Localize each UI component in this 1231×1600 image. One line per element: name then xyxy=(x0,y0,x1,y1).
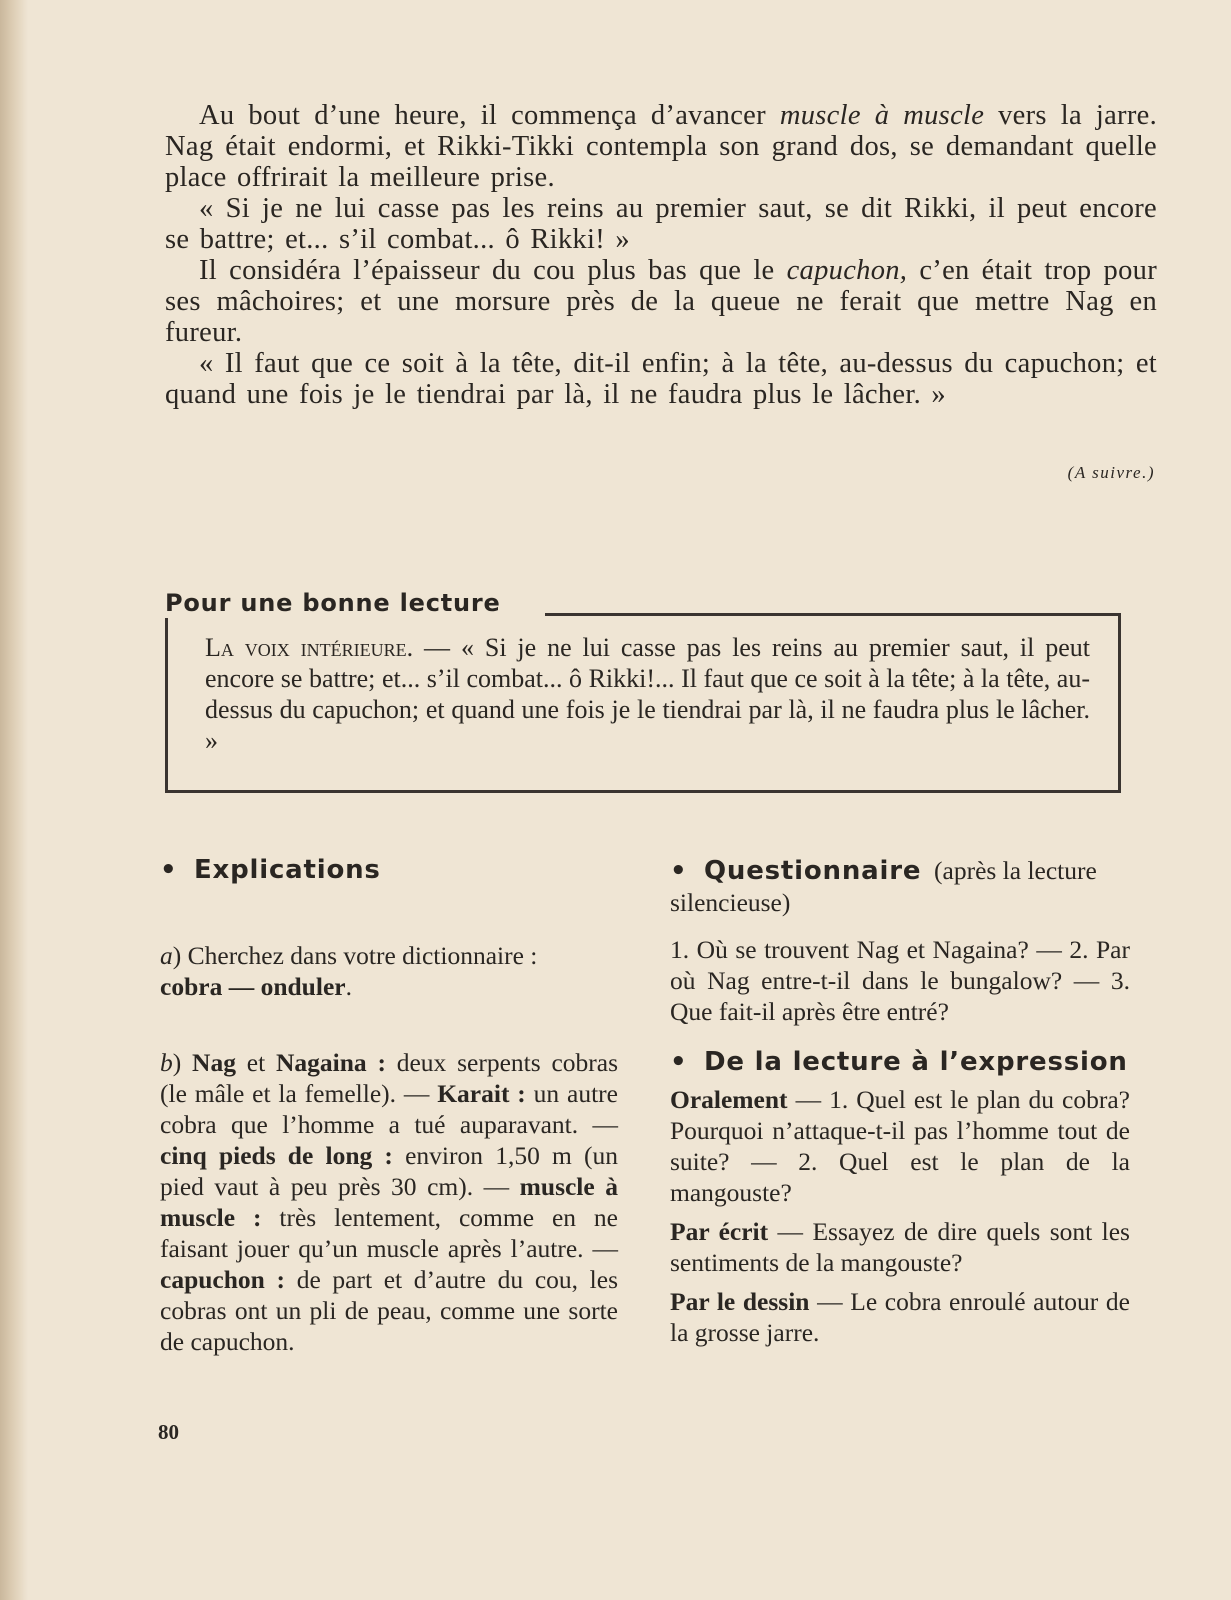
story-text-run: vers la jarre. Nag était endormi, et Rikki-Tikki contempla son grand dos, se demandant quelle place offrirait la meilleure prise. xyxy=(165,100,1158,193)
bullet-icon: • xyxy=(160,855,178,885)
term: Nag xyxy=(192,1048,236,1077)
explication-text: ) Cherchez dans votre dictionnaire : xyxy=(172,941,538,970)
bullet-icon: • xyxy=(670,856,688,886)
story-paragraph: « Il faut que ce soit à la tête, dit-il enfin; à la tête, au-dessus du capuchon; et quand une fois je le tiendrai par là, il ne faudra plus le lâcher. » xyxy=(165,348,1157,410)
term: Nagaina : xyxy=(275,1048,386,1077)
story-text xyxy=(165,100,1157,410)
term: capuchon : xyxy=(160,1265,286,1294)
story-italic-run: capuchon, xyxy=(786,255,908,286)
story-text-run: Il considéra l’épaisseur du cou plus bas que le xyxy=(199,255,787,286)
exercise-text: — 1. Quel est le plan du cobra? Pourquoi n’attaque-t-il pas l’homme tout de suite? — 2. Quel est le plan de la mangouste? xyxy=(670,1085,1130,1207)
reading-box-text xyxy=(205,632,1090,756)
exercise-label: Par écrit xyxy=(670,1217,769,1246)
story-paragraph xyxy=(165,100,1157,193)
exercise-label: Par le dessin xyxy=(670,1287,810,1316)
exercise-text: — Essayez de dire quels sont les sentiments de la mangouste? xyxy=(670,1217,1130,1277)
vocabulary-words: cobra — onduler xyxy=(160,972,346,1001)
story-text-run: c’en était trop pour ses mâchoires; et une morsure près de la queue ne ferait que mettre Nag en fureur. xyxy=(165,255,1157,348)
questions-column xyxy=(670,855,1130,1348)
definition: deux serpents cobras (le mâle et la femelle). — xyxy=(160,1048,618,1108)
exercise-text: — Le cobra enroulé autour de la grosse jarre. xyxy=(670,1287,1131,1347)
item-letter: a xyxy=(160,941,173,970)
explication-b xyxy=(160,1047,618,1357)
story-text-run: Au bout d’une heure, il commença d’avancer xyxy=(199,100,780,131)
bullet-icon: • xyxy=(670,1047,688,1077)
explication-text: et xyxy=(235,1048,276,1077)
explications-column xyxy=(160,855,618,1357)
page-binding-edge xyxy=(0,0,28,1600)
questionnaire-heading xyxy=(670,855,1130,918)
item-letter: b xyxy=(160,1048,173,1077)
definition: très lentement, comme en ne faisant jouer qu’un muscle après l’autre. — xyxy=(160,1203,618,1263)
inner-voice-quote: — « Si je ne lui casse pas les reins au premier saut, il peut encore se battre; et... s’il combat... ô Rikki!... Il faut que ce soit à la tête; à la tête, au-dessus du capuchon; et quand une fois je le tiendrai par là, il ne faudra plus le lâcher. » xyxy=(205,633,1090,755)
questionnaire-subtitle: (après la lecture silencieuse) xyxy=(670,856,1097,917)
reading-section-title: Pour une bonne lecture xyxy=(165,589,511,617)
questionnaire-heading-text: Questionnaire xyxy=(704,856,922,886)
definition: un autre cobra que l’homme a tué auparavant. — xyxy=(160,1079,618,1139)
page-number: 80 xyxy=(158,1420,179,1444)
term: muscle à muscle : xyxy=(160,1172,618,1232)
term: Karait : xyxy=(437,1079,526,1108)
story-paragraph xyxy=(165,255,1157,348)
definition: environ 1,50 m (un pied vaut à peu près 30 cm). — xyxy=(160,1141,618,1201)
exercise-label: Oralement xyxy=(670,1085,788,1114)
explications-heading xyxy=(160,855,618,886)
story-paragraph: « Si je ne lui casse pas les reins au premier saut, se dit Rikki, il peut encore se battre; et... s’il combat... ô Rikki! » xyxy=(165,193,1157,255)
term: cinq pieds de long : xyxy=(160,1141,393,1170)
explication-text: ) xyxy=(172,1048,193,1077)
explication-a xyxy=(160,940,618,1002)
expression-oral xyxy=(670,1084,1130,1208)
story-italic-run: muscle à muscle xyxy=(779,100,985,131)
expression-heading-text: De la lecture à l’expression xyxy=(704,1047,1128,1077)
expression-ecrit xyxy=(670,1216,1130,1278)
inner-voice-label: La voix intérieure. xyxy=(205,633,414,662)
definition: de part et d’autre du cou, les cobras ont un pli de peau, comme une sorte de capuchon. xyxy=(160,1265,619,1356)
expression-dessin xyxy=(670,1286,1130,1348)
explications-heading-text: Explications xyxy=(194,855,381,885)
questionnaire-text: 1. Où se trouvent Nag et Nagaina? — 2. Par où Nag entre-t-il dans le bungalow? — 3. Que fait-il après être entré? xyxy=(670,935,1130,1026)
expression-heading xyxy=(670,1047,1130,1078)
questionnaire-heading-title xyxy=(670,856,921,886)
explication-text: . xyxy=(345,972,352,1001)
to-be-continued-note: (A suivre.) xyxy=(1067,463,1155,482)
